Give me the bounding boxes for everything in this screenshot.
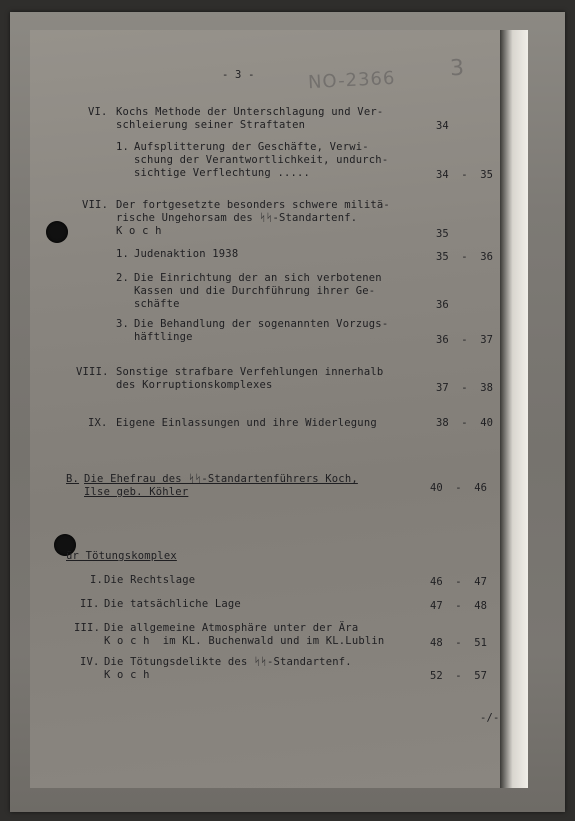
toc-entry-pages: 48 - 51: [430, 637, 487, 649]
toc-entry-num: IX.: [88, 417, 108, 429]
toc-entry-num: II.: [80, 598, 100, 610]
toc-entry-text: Die tatsächliche Lage: [104, 598, 241, 610]
toc-entry-pages: 38 - 40: [436, 417, 493, 429]
toc-entry-pages: 52 - 57: [430, 670, 487, 682]
page-number: - 3 -: [222, 69, 255, 81]
toc-entry-pages: 35: [436, 228, 449, 240]
toc-section-title: ür Tötungskomplex: [66, 550, 177, 562]
toc-entry-pages: 34: [436, 120, 449, 132]
toc-entry-num: 2.: [116, 272, 130, 284]
archive-stamp: NO-2366: [307, 67, 396, 94]
toc-entry-text: Kochs Methode der Unterschlagung und Ver- schleierung seiner Straftaten: [116, 106, 384, 131]
archive-stamp-page: 3: [449, 55, 466, 82]
toc-entry-text: Eigene Einlassungen und ihre Widerlegung: [116, 417, 377, 429]
toc-entry-pages: 36: [436, 299, 449, 311]
toc-section-num: B.: [66, 473, 80, 485]
toc-entry-num: IV.: [80, 656, 100, 668]
toc-entry-num: III.: [74, 622, 101, 634]
toc-entry-pages: 35 - 36: [436, 251, 493, 263]
toc-entry-pages: 34 - 35: [436, 169, 493, 181]
toc-entry-num: 1.: [116, 248, 130, 260]
toc-entry-pages: 40 - 46: [430, 482, 487, 494]
document-sheet: [10, 12, 565, 812]
toc-entry-num: 3.: [116, 318, 130, 330]
toc-entry-text: Die Einrichtung der an sich verbotenen Kassen und die Durchführung ihrer Ge- schäfte: [134, 272, 382, 310]
toc-entry-text: Der fortgesetzte besonders schwere militä- rische Ungehorsam des ᛋᛋ-Standartenf. K o c h: [116, 199, 390, 237]
punch-hole: [46, 221, 68, 243]
toc-entry-num: I.: [90, 574, 104, 586]
toc-entry-text: Die Rechtslage: [104, 574, 196, 586]
page-edge: [500, 30, 528, 788]
toc-entry-num: VIII.: [76, 366, 109, 378]
toc-entry-text: Aufsplitterung der Geschäfte, Verwi- schung der Verantwortlichkeit, undurch- sichtige Verflechtung .....: [134, 141, 389, 179]
toc-section-title: Die Ehefrau des ᛋᛋ-Standartenführers Koch, Ilse geb. Köhler: [84, 473, 358, 498]
toc-entry-text: Judenaktion 1938: [134, 248, 239, 260]
toc-entry-num: 1.: [116, 141, 130, 153]
toc-entry-text: Die Behandlung der sogenannten Vorzugs- häftlinge: [134, 318, 389, 343]
toc-entry-pages: 47 - 48: [430, 600, 487, 612]
toc-entry-text: Sonstige strafbare Verfehlungen innerhalb des Korruptionskomplexes: [116, 366, 384, 391]
toc-entry-text: Die allgemeine Atmosphäre unter der Ära K o c h im KL. Buchenwald und im KL.Lublin: [104, 622, 385, 647]
toc-entry-text: Die Tötungsdelikte des ᛋᛋ-Standartenf. K o c h: [104, 656, 352, 681]
toc-entry-num: VII.: [82, 199, 109, 211]
toc-entry-pages: 37 - 38: [436, 382, 493, 394]
continuation-mark: -/-: [480, 712, 500, 724]
toc-entry-pages: 36 - 37: [436, 334, 493, 346]
toc-entry-num: VI.: [88, 106, 108, 118]
toc-entry-pages: 46 - 47: [430, 576, 487, 588]
